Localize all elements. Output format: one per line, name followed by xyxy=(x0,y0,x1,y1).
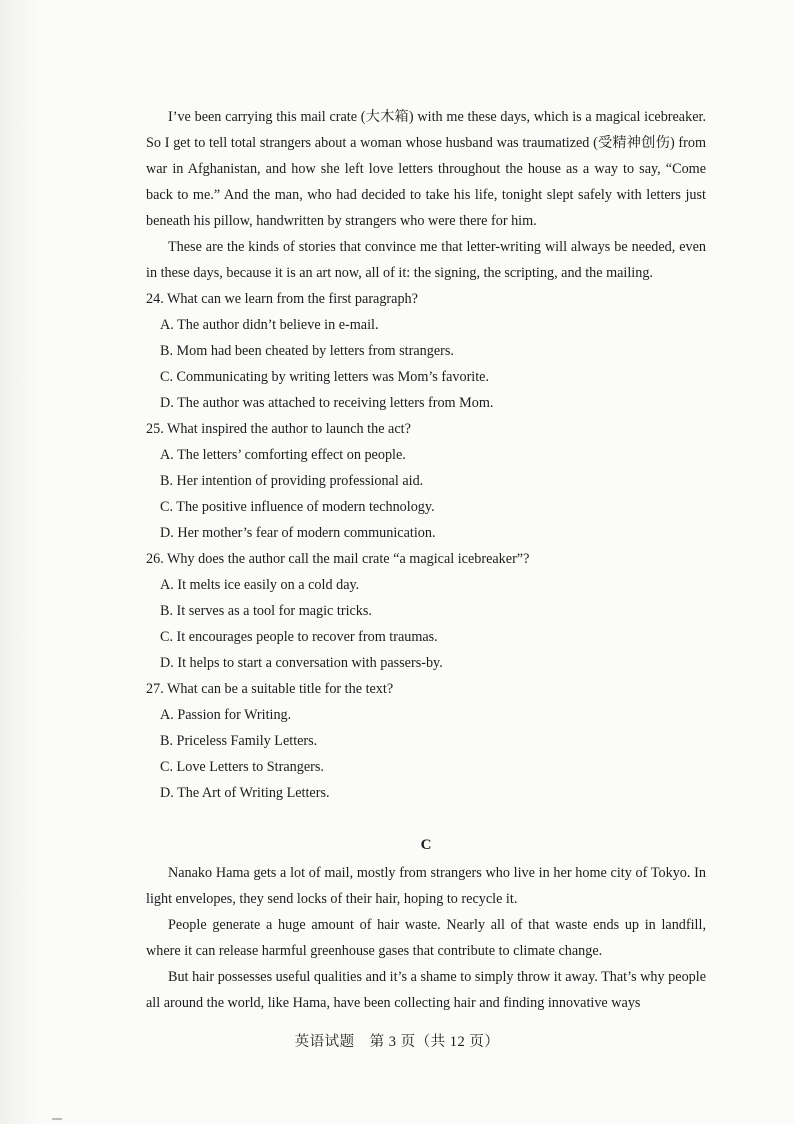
option-c: C. The positive influence of modern technology. xyxy=(160,499,435,515)
page-footer: 英语试题 第 3 页（共 12 页） xyxy=(294,1034,500,1050)
option-b: B. It serves as a tool for magic tricks. xyxy=(160,603,372,619)
question-stem: 27. What can be a suitable title for the text? xyxy=(146,681,394,697)
option-d: D. The Art of Writing Letters. xyxy=(160,785,330,801)
passage-paragraph: People generate a huge amount of hair waste. Nearly all of that waste ends up in landfill, where it can release harmful greenhouse gases that contribute to climate change. xyxy=(146,917,706,959)
option-a: A. The author didn’t believe in e-mail. xyxy=(160,317,379,333)
option-a: A. The letters’ comforting effect on people. xyxy=(160,447,406,463)
option-a: A. Passion for Writing. xyxy=(160,707,292,723)
question-stem: 24. What can we learn from the first paragraph? xyxy=(146,291,418,307)
passage-paragraph: Nanako Hama gets a lot of mail, mostly from strangers who live in her home city of Tokyo. In light envelopes, they send locks of their hair, hoping to recycle it. xyxy=(146,865,706,907)
option-d: D. It helps to start a conversation with passers-by. xyxy=(160,655,443,671)
question-24 xyxy=(146,286,706,416)
option-c: C. It encourages people to recover from traumas. xyxy=(160,629,438,645)
scan-edge-shadow xyxy=(0,0,40,1124)
passage-paragraph: These are the kinds of stories that convince me that letter-writing will always be needed, even in these days, because it is an art now, all of it: the signing, the scripting, and the mailing. xyxy=(146,239,706,281)
option-b: B. Her intention of providing professional aid. xyxy=(160,473,424,489)
question-stem: 25. What inspired the author to launch the act? xyxy=(146,421,411,437)
option-d: D. Her mother’s fear of modern communication. xyxy=(160,525,436,541)
section-c-title: C xyxy=(420,837,432,853)
scan-mark xyxy=(52,1118,62,1120)
option-c: C. Communicating by writing letters was Mom’s favorite. xyxy=(160,369,490,385)
passage-paragraph: I’ve been carrying this mail crate (大木箱) with me these days, which is a magical icebreaker. So I get to tell total strangers about a woman whose husband was traumatized (受精神创伤) from war in Afghanistan, and how she left love letters throughout the house as a way to say, “Come back to me.” And the man, who had decided to take his life, tonight slept safely with letters just beneath his pillow, handwritten by strangers who were there for him. xyxy=(146,109,706,229)
page-content xyxy=(146,104,706,1016)
question-25 xyxy=(146,416,706,546)
question-27 xyxy=(146,676,706,806)
option-b: B. Mom had been cheated by letters from strangers. xyxy=(160,343,454,359)
question-stem: 26. Why does the author call the mail crate “a magical icebreaker”? xyxy=(146,551,530,567)
option-c: C. Love Letters to Strangers. xyxy=(160,759,324,775)
option-d: D. The author was attached to receiving letters from Mom. xyxy=(160,395,494,411)
option-b: B. Priceless Family Letters. xyxy=(160,733,318,749)
passage-paragraph: But hair possesses useful qualities and it’s a shame to simply throw it away. That’s why people all around the world, like Hama, have been collecting hair and finding innovative ways xyxy=(146,969,706,1011)
option-a: A. It melts ice easily on a cold day. xyxy=(160,577,360,593)
question-26 xyxy=(146,546,706,676)
